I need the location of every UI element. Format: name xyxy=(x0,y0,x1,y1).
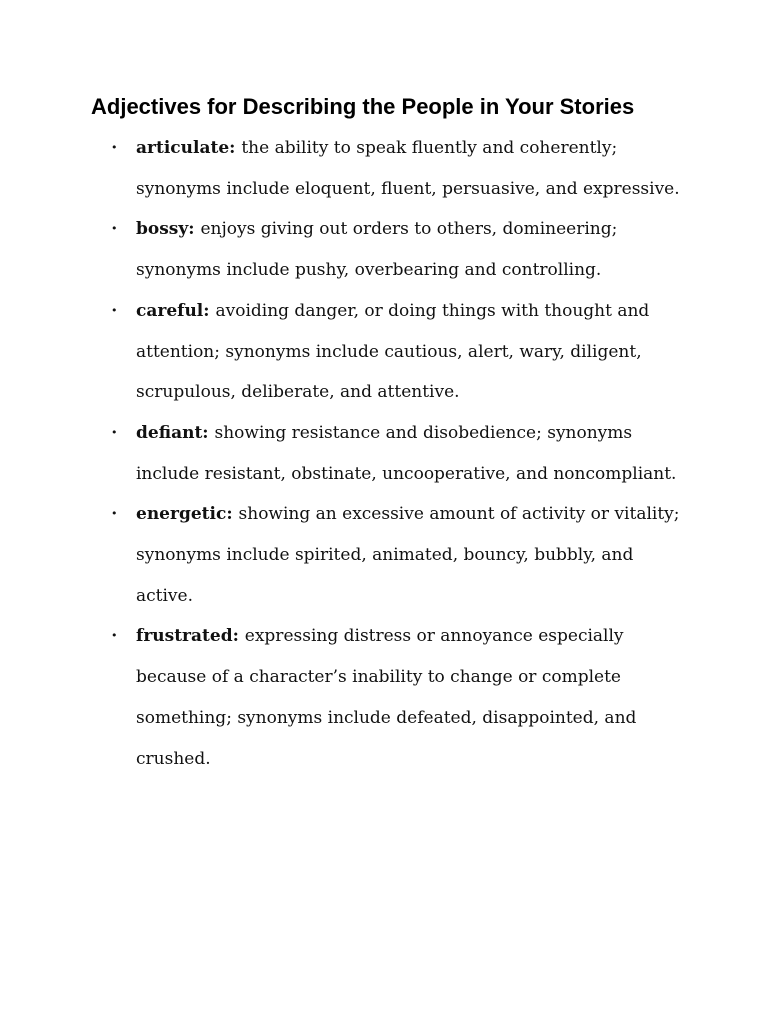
term-label: careful: xyxy=(136,300,216,321)
list-item-careful xyxy=(0,291,681,413)
document-title: Adjectives for Describing the People in Your Stories xyxy=(91,94,635,119)
term-label: articulate: xyxy=(136,138,242,158)
term-label: energetic: xyxy=(136,504,239,525)
term-definition: showing an excessive amount of activity or vitality; synonyms include spirited, animated, bouncy, bubbly, and active. xyxy=(136,504,680,606)
bullet-icon: • xyxy=(111,141,118,154)
bullet-icon: • xyxy=(111,303,118,317)
list-item-defiant xyxy=(0,413,681,494)
term-label: bossy: xyxy=(136,219,201,240)
term-label: frustrated: xyxy=(136,626,245,647)
list-item-frustrated xyxy=(0,616,681,779)
bullet-icon: • xyxy=(111,507,118,521)
bullet-icon: • xyxy=(111,425,118,439)
bullet-icon: • xyxy=(111,629,118,643)
term-definition: avoiding danger, or doing things with thought and attention; synonyms include cautious, alert, wary, diligent, scrupulous, deliberate, and attentive. xyxy=(136,300,650,403)
term-label: defiant: xyxy=(136,422,215,443)
term-definition: the ability to speak fluently and coherently; synonyms include eloquent, fluent, persuasive, and expressive. xyxy=(136,138,680,199)
term-definition: showing resistance and disobedience; synonyms include resistant, obstinate, uncooperative, and noncompliant. xyxy=(136,422,677,484)
bullet-icon: • xyxy=(111,222,118,236)
list-item-articulate xyxy=(0,128,681,209)
adjective-list xyxy=(0,128,768,779)
term-definition: enjoys giving out orders to others, domineering; synonyms include pushy, overbearing and controlling. xyxy=(136,219,618,281)
list-item-energetic xyxy=(0,494,681,616)
list-item-bossy xyxy=(0,209,681,290)
term-definition: expressing distress or annoyance especially because of a character’s inability to change or complete something; synonyms include defeated, disappointed, and crushed. xyxy=(136,626,637,769)
